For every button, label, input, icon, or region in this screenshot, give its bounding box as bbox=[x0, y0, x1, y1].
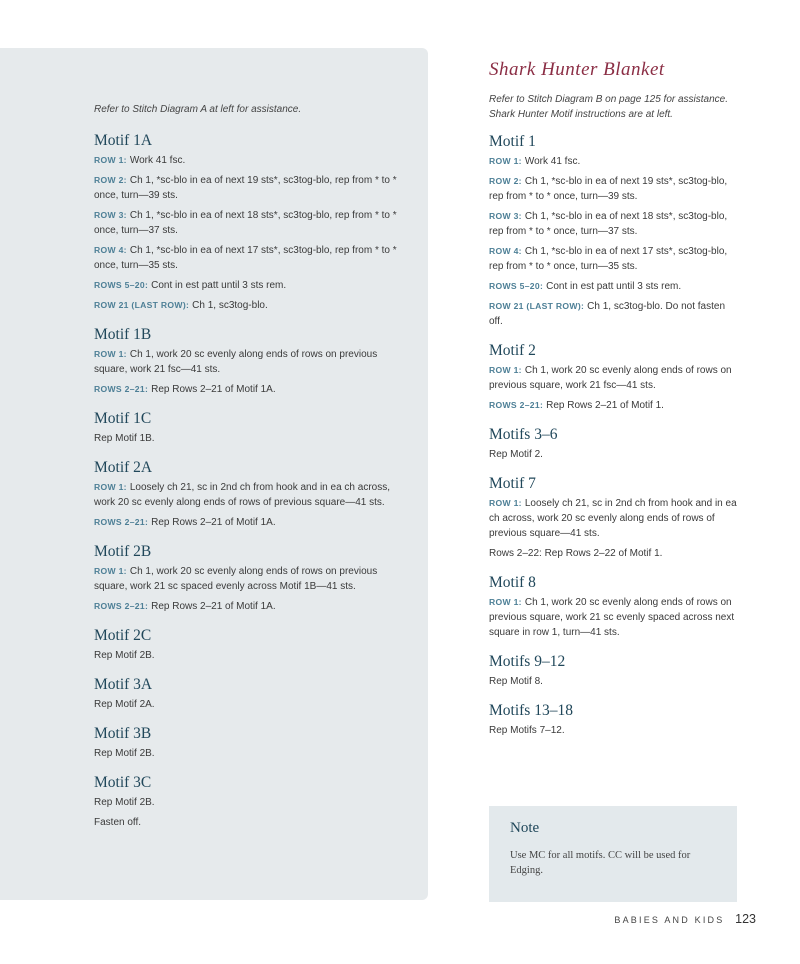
row-text: Rep Motif 2B. bbox=[94, 796, 155, 808]
instruction-row bbox=[489, 279, 739, 294]
row-label: ROW 3: bbox=[489, 211, 522, 221]
motif-title: Motifs 13–18 bbox=[489, 702, 573, 719]
instruction-row bbox=[94, 173, 410, 203]
motif-title: Motifs 9–12 bbox=[489, 653, 566, 670]
row-label: ROW 2: bbox=[94, 174, 127, 185]
motif-title: Motif 2A bbox=[94, 458, 153, 476]
motif-section bbox=[489, 426, 739, 462]
motif-section bbox=[94, 410, 410, 446]
row-text: Rep Motif 1B. bbox=[94, 432, 155, 444]
motif-section bbox=[489, 475, 739, 561]
footer-section: BABIES AND KIDS bbox=[614, 915, 725, 925]
row-text: Cont in est patt until 3 sts rem. bbox=[546, 281, 682, 292]
motif-section bbox=[94, 459, 410, 530]
instruction-row bbox=[489, 363, 739, 393]
row-label: ROW 1: bbox=[489, 156, 522, 166]
row-label: ROW 1: bbox=[489, 365, 522, 375]
row-text: Rep Rows 2–21 of Motif 1A. bbox=[151, 383, 276, 395]
motif-title: Motif 1C bbox=[94, 409, 152, 427]
motif-section bbox=[94, 676, 410, 712]
instruction-row bbox=[489, 244, 739, 274]
motif-section bbox=[489, 653, 739, 689]
instruction-row bbox=[489, 546, 739, 561]
instruction-row bbox=[94, 746, 410, 761]
page-footer bbox=[614, 912, 756, 926]
instruction-row bbox=[94, 599, 410, 614]
row-text: Ch 1, sc3tog-blo. bbox=[192, 299, 268, 311]
motif-section bbox=[489, 342, 739, 413]
instruction-row bbox=[94, 347, 410, 377]
motif-section bbox=[489, 574, 739, 640]
motif-section bbox=[94, 627, 410, 663]
row-text: Rep Motif 2B. bbox=[94, 649, 155, 661]
instruction-row bbox=[94, 648, 410, 663]
row-label: ROW 1: bbox=[489, 498, 522, 508]
row-text: Work 41 fsc. bbox=[129, 154, 186, 166]
instruction-row bbox=[94, 298, 410, 313]
instruction-row bbox=[94, 153, 410, 168]
row-label: ROW 4: bbox=[489, 246, 522, 256]
motif-title: Motif 2B bbox=[94, 542, 152, 560]
motif-title: Motifs 3–6 bbox=[489, 426, 558, 443]
row-label: ROW 1: bbox=[94, 154, 127, 165]
instruction-row bbox=[94, 243, 410, 273]
instruction-row bbox=[94, 795, 410, 810]
row-label: ROW 3: bbox=[94, 209, 127, 220]
motif-section bbox=[94, 543, 410, 614]
row-label: ROW 21 (LAST ROW): bbox=[489, 301, 585, 311]
motif-title: Motif 1 bbox=[489, 133, 536, 150]
instruction-row bbox=[489, 674, 739, 689]
row-label: ROW 21 (LAST ROW): bbox=[94, 299, 190, 310]
row-text: Rows 2–22: Rep Rows 2–22 of Motif 1. bbox=[489, 548, 663, 559]
instruction-row bbox=[94, 564, 410, 594]
instruction-row bbox=[489, 723, 739, 738]
instruction-row bbox=[489, 174, 739, 204]
row-text: Rep Rows 2–21 of Motif 1A. bbox=[151, 516, 276, 528]
row-label: ROWS 2–21: bbox=[94, 600, 149, 611]
row-text: Ch 1, *sc-blo in ea of next 17 sts*, sc3tog-blo, rep from * to * once, turn—35 sts. bbox=[489, 246, 728, 272]
right-column bbox=[489, 59, 739, 751]
left-sections bbox=[94, 132, 410, 830]
left-column bbox=[94, 103, 410, 843]
instruction-row bbox=[489, 447, 739, 462]
row-text: Rep Motif 2B. bbox=[94, 747, 155, 759]
motif-title: Motif 3C bbox=[94, 773, 152, 791]
row-label: ROWS 5–20: bbox=[94, 279, 149, 290]
row-text: Loosely ch 21, sc in 2nd ch from hook and in ea ch across, work 20 sc evenly along ends of rows of previous square—41 sts. bbox=[94, 481, 390, 508]
row-text: Ch 1, sc3tog-blo. Do not fasten off. bbox=[489, 301, 726, 327]
row-label: ROWS 2–21: bbox=[94, 383, 149, 394]
row-text: Rep Motif 2. bbox=[489, 449, 543, 460]
row-label: ROW 1: bbox=[94, 348, 127, 359]
row-label: ROW 1: bbox=[489, 597, 522, 607]
instruction-row bbox=[94, 815, 410, 830]
note-title: Note bbox=[510, 820, 540, 836]
motif-title: Motif 1A bbox=[94, 131, 153, 149]
motif-section bbox=[94, 725, 410, 761]
motif-title: Motif 3B bbox=[94, 724, 152, 742]
note-box bbox=[489, 806, 737, 902]
instruction-row bbox=[489, 496, 739, 541]
motif-section bbox=[94, 326, 410, 397]
row-text: Rep Motif 8. bbox=[489, 676, 543, 687]
right-intro: Refer to Stitch Diagram B on page 125 for assistance. Shark Hunter Motif instructions are at left. bbox=[489, 94, 729, 120]
instruction-row bbox=[94, 382, 410, 397]
row-label: ROW 4: bbox=[94, 244, 127, 255]
row-label: ROWS 2–21: bbox=[489, 400, 544, 410]
instruction-row bbox=[489, 154, 739, 169]
row-label: ROW 2: bbox=[489, 176, 522, 186]
row-label: ROWS 5–20: bbox=[489, 281, 544, 291]
motif-title: Motif 1B bbox=[94, 325, 152, 343]
row-text: Loosely ch 21, sc in 2nd ch from hook and in ea ch across, work 20 sc evenly along ends of rows of previous square—41 sts. bbox=[489, 498, 737, 539]
row-text: Ch 1, work 20 sc evenly along ends of rows on previous square, work 21 sc spaced evenly across Motif 1B—41 sts. bbox=[94, 565, 378, 592]
row-label: ROW 1: bbox=[94, 565, 127, 576]
motif-title: Motif 3A bbox=[94, 675, 153, 693]
row-text: Rep Motif 2A. bbox=[94, 698, 155, 710]
row-text: Rep Motifs 7–12. bbox=[489, 725, 565, 736]
instruction-row bbox=[489, 209, 739, 239]
row-text: Ch 1, *sc-blo in ea of next 18 sts*, sc3tog-blo, rep from * to * once, turn—37 sts. bbox=[489, 211, 728, 237]
row-text: Rep Rows 2–21 of Motif 1. bbox=[546, 400, 664, 411]
row-text: Ch 1, work 20 sc evenly along ends of rows on previous square, work 21 fsc—41 sts. bbox=[94, 348, 378, 375]
instruction-row bbox=[94, 480, 410, 510]
row-text: Rep Rows 2–21 of Motif 1A. bbox=[151, 600, 276, 612]
right-sections bbox=[489, 133, 739, 738]
row-text: Ch 1, *sc-blo in ea of next 19 sts*, sc3tog-blo, rep from * to * once, turn—39 sts. bbox=[489, 176, 728, 202]
motif-section bbox=[489, 133, 739, 329]
row-text: Ch 1, work 20 sc evenly along ends of rows on previous square, work 21 sc evenly spaced across next square in row 1, turn—41 sts. bbox=[489, 597, 735, 638]
motif-title: Motif 2 bbox=[489, 342, 536, 359]
motif-section bbox=[489, 702, 739, 738]
instruction-row bbox=[489, 299, 739, 329]
row-text: Ch 1, work 20 sc evenly along ends of rows on previous square, work 21 fsc—41 sts. bbox=[489, 365, 732, 391]
row-text: Ch 1, *sc-blo in ea of next 19 sts*, sc3tog-blo, rep from * to * once, turn—39 sts. bbox=[94, 174, 397, 201]
note-text: Use MC for all motifs. CC will be used for Edging. bbox=[510, 850, 691, 876]
blanket-title: Shark Hunter Blanket bbox=[489, 59, 665, 80]
row-text: Ch 1, *sc-blo in ea of next 18 sts*, sc3tog-blo, rep from * to * once, turn—37 sts. bbox=[94, 209, 397, 236]
instruction-row bbox=[489, 398, 739, 413]
instruction-row bbox=[94, 515, 410, 530]
instruction-row bbox=[94, 278, 410, 293]
motif-title: Motif 8 bbox=[489, 574, 536, 591]
instruction-row bbox=[94, 431, 410, 446]
row-text: Work 41 fsc. bbox=[524, 156, 581, 167]
row-text: Fasten off. bbox=[94, 816, 142, 828]
motif-section bbox=[94, 774, 410, 830]
page-number: 123 bbox=[735, 912, 756, 926]
motif-section bbox=[94, 132, 410, 313]
instruction-row bbox=[94, 208, 410, 238]
motif-title: Motif 7 bbox=[489, 475, 536, 492]
instruction-row bbox=[94, 697, 410, 712]
instruction-row bbox=[489, 595, 739, 640]
motif-title: Motif 2C bbox=[94, 626, 152, 644]
row-label: ROW 1: bbox=[94, 481, 127, 492]
row-label: ROWS 2–21: bbox=[94, 516, 149, 527]
left-intro: Refer to Stitch Diagram A at left for assistance. bbox=[94, 104, 302, 115]
row-text: Ch 1, *sc-blo in ea of next 17 sts*, sc3tog-blo, rep from * to * once, turn—35 sts. bbox=[94, 244, 397, 271]
row-text: Cont in est patt until 3 sts rem. bbox=[151, 279, 287, 291]
